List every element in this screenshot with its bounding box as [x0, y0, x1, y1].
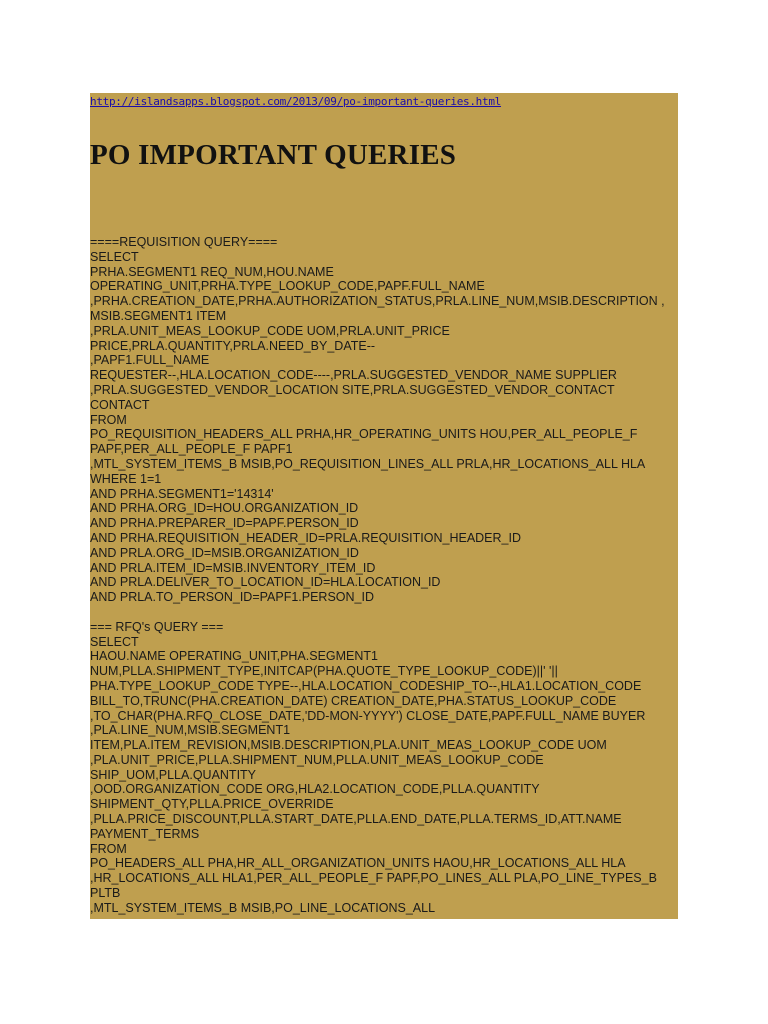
query-line: ,MTL_SYSTEM_ITEMS_B MSIB,PO_LINE_LOCATIONS_ALL [90, 900, 436, 915]
page-title: PO IMPORTANT QUERIES [90, 139, 457, 171]
query-line: ,PLA.LINE_NUM,MSIB.SEGMENT1 [90, 723, 291, 738]
query-line: AND PRHA.REQUISITION_HEADER_ID=PRLA.REQUISITION_HEADER_ID [90, 530, 521, 545]
query-line: ,PLLA.PRICE_DISCOUNT,PLLA.START_DATE,PLLA.END_DATE,PLLA.TERMS_ID,ATT.NAME [90, 812, 622, 827]
query-line: AND PRHA.ORG_ID=HOU.ORGANIZATION_ID [90, 501, 359, 516]
query-line: AND PRLA.ITEM_ID=MSIB.INVENTORY_ITEM_ID [90, 560, 376, 575]
query-line: ====REQUISITION QUERY==== [90, 235, 278, 249]
query-line: ,PRHA.CREATION_DATE,PRHA.AUTHORIZATION_STATUS,PRLA.LINE_NUM,MSIB.DESCRIPTION , [90, 294, 665, 309]
query-line: ,HR_LOCATIONS_ALL HLA1,PER_ALL_PEOPLE_F PAPF,PO_LINES_ALL PLA,PO_LINE_TYPES_B [90, 871, 657, 886]
query-line: === RFQ's QUERY === [90, 619, 224, 634]
query-line: PLTB [90, 886, 121, 901]
query-line: CONTACT [90, 397, 150, 412]
source-url-link[interactable]: http://islandsapps.blogspot.com/2013/09/po-important-queries.html [90, 95, 501, 108]
query-line [90, 605, 678, 620]
query-line: OPERATING_UNIT,PRHA.TYPE_LOOKUP_CODE,PAPF.FULL_NAME [90, 279, 485, 294]
query-line: MSIB.SEGMENT1 ITEM [90, 308, 227, 323]
query-line: SHIP_UOM,PLLA.QUANTITY [90, 767, 257, 782]
query-line: REQUESTER--,HLA.LOCATION_CODE----,PRLA.SUGGESTED_VENDOR_NAME SUPPLIER [90, 368, 617, 383]
query-line: AND PRLA.ORG_ID=MSIB.ORGANIZATION_ID [90, 545, 359, 560]
query-line: AND PRHA.SEGMENT1='14314' [90, 486, 274, 501]
query-line: ,TO_CHAR(PHA.RFQ_CLOSE_DATE,'DD-MON-YYYY') CLOSE_DATE,PAPF.FULL_NAME BUYER [90, 708, 646, 723]
query-line: ,MTL_SYSTEM_ITEMS_B MSIB,PO_REQUISITION_LINES_ALL PRLA,HR_LOCATIONS_ALL HLA [90, 456, 646, 471]
query-line: BILL_TO,TRUNC(PHA.CREATION_DATE) CREATION_DATE,PHA.STATUS_LOOKUP_CODE [90, 693, 617, 708]
query-line: PO_REQUISITION_HEADERS_ALL PRHA,HR_OPERATING_UNITS HOU,PER_ALL_PEOPLE_F [90, 427, 638, 442]
query-line: SHIPMENT_QTY,PLLA.PRICE_OVERRIDE [90, 797, 334, 812]
query-line: ITEM,PLA.ITEM_REVISION,MSIB.DESCRIPTION,PLA.UNIT_MEAS_LOOKUP_CODE UOM [90, 738, 607, 753]
query-line: PAYMENT_TERMS [90, 826, 200, 841]
query-line: SELECT [90, 249, 139, 264]
query-line: PRICE,PRLA.QUANTITY,PRLA.NEED_BY_DATE-- [90, 338, 376, 353]
query-line: SELECT [90, 634, 139, 649]
query-line: ,OOD.ORGANIZATION_CODE ORG,HLA2.LOCATION_CODE,PLLA.QUANTITY [90, 782, 540, 797]
query-line: AND PRLA.TO_PERSON_ID=PAPF1.PERSON_ID [90, 590, 375, 605]
query-line: FROM [90, 841, 127, 856]
query-line: AND PRHA.PREPARER_ID=PAPF.PERSON_ID [90, 516, 359, 531]
query-line: WHERE 1=1 [90, 471, 162, 486]
query-line: PO_HEADERS_ALL PHA,HR_ALL_ORGANIZATION_UNITS HAOU,HR_LOCATIONS_ALL HLA [90, 856, 626, 871]
query-line: ,PAPF1.FULL_NAME [90, 353, 210, 368]
query-line: ,PRLA.SUGGESTED_VENDOR_LOCATION SITE,PRLA.SUGGESTED_VENDOR_CONTACT [90, 382, 615, 397]
query-line: ,PRLA.UNIT_MEAS_LOOKUP_CODE UOM,PRLA.UNIT_PRICE [90, 323, 450, 338]
query-line: PHA.TYPE_LOOKUP_CODE TYPE--,HLA.LOCATION_CODESHIP_TO--,HLA1.LOCATION_CODE [90, 678, 642, 693]
query-line: ,PLA.UNIT_PRICE,PLLA.SHIPMENT_NUM,PLLA.UNIT_MEAS_LOOKUP_CODE [90, 752, 544, 767]
query-line: PRHA.SEGMENT1 REQ_NUM,HOU.NAME [90, 264, 334, 279]
query-text-body [90, 235, 678, 916]
query-line: PAPF,PER_ALL_PEOPLE_F PAPF1 [90, 442, 293, 457]
query-line: NUM,PLLA.SHIPMENT_TYPE,INITCAP(PHA.QUOTE_TYPE_LOOKUP_CODE)||' '|| [90, 664, 558, 679]
query-line: FROM [90, 412, 127, 427]
query-line: AND PRLA.DELIVER_TO_LOCATION_ID=HLA.LOCATION_ID [90, 575, 441, 590]
document-page [90, 93, 678, 919]
query-line: HAOU.NAME OPERATING_UNIT,PHA.SEGMENT1 [90, 649, 379, 664]
